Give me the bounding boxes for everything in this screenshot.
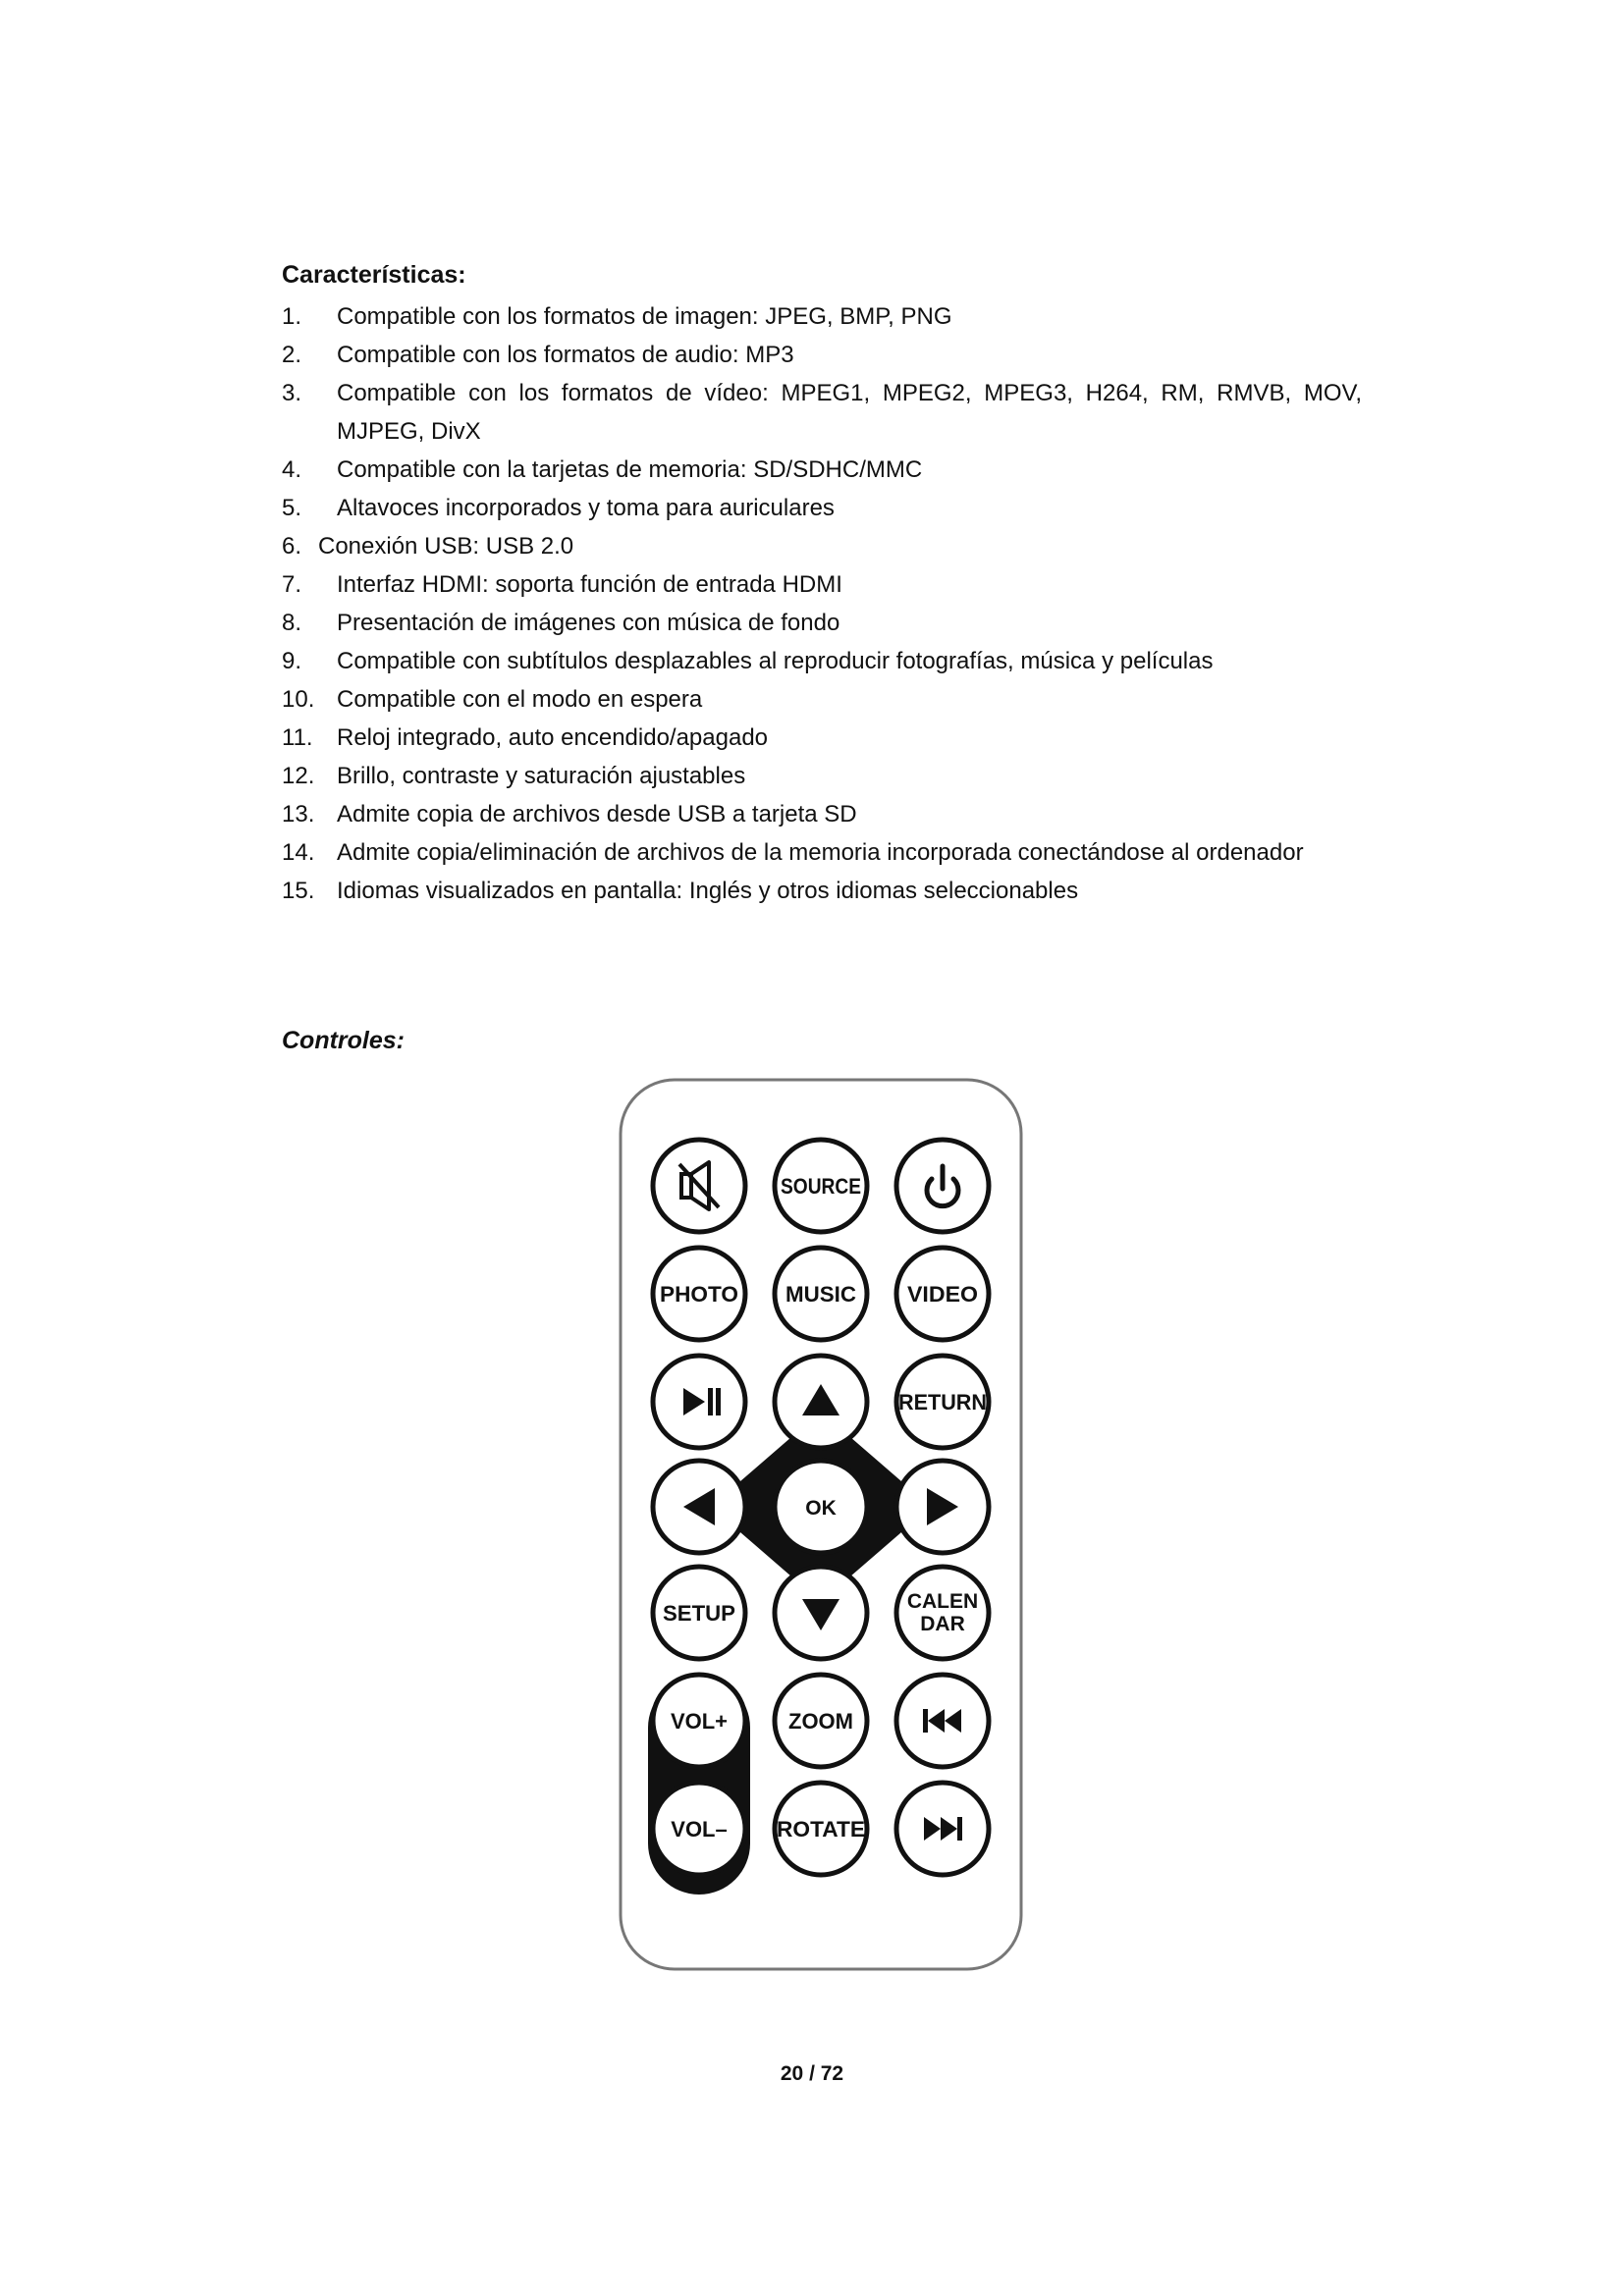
item-number: 5. xyxy=(282,495,302,521)
list-item xyxy=(282,489,1362,527)
item-number: 1. xyxy=(282,303,302,330)
vol-plus-label: VOL+ xyxy=(670,1709,729,1734)
ok-label: OK xyxy=(805,1497,837,1520)
calendar-label-line1: CALEN xyxy=(906,1590,979,1613)
list-item xyxy=(282,833,1362,872)
page-number: 20 / 72 xyxy=(780,2062,844,2085)
item-text: Compatible con el modo en espera xyxy=(337,686,703,713)
zoom-label: ZOOM xyxy=(788,1709,853,1734)
list-item xyxy=(282,527,1362,565)
music-button[interactable] xyxy=(775,1248,867,1340)
remote-control-svg xyxy=(619,1078,1023,1971)
vol-plus-button[interactable] xyxy=(653,1675,745,1767)
item-number: 4. xyxy=(282,456,302,483)
music-label: MUSIC xyxy=(785,1282,857,1307)
vol-minus-button[interactable] xyxy=(653,1783,745,1875)
list-item xyxy=(282,565,1362,604)
source-label: SOURCE xyxy=(781,1174,861,1199)
item-number: 2. xyxy=(282,342,302,368)
previous-button[interactable] xyxy=(896,1675,989,1767)
item-number: 12. xyxy=(282,763,315,789)
rotate-button[interactable] xyxy=(775,1783,867,1875)
item-number: 14. xyxy=(282,839,315,866)
video-button[interactable] xyxy=(896,1248,989,1340)
setup-label: SETUP xyxy=(663,1601,735,1626)
item-text: Compatible con los formatos de audio: MP3 xyxy=(337,342,794,368)
remote-control-figure xyxy=(619,1078,1023,1971)
item-text: Compatible con la tarjetas de memoria: SD/SDHC/MMC xyxy=(337,456,923,483)
calendar-button[interactable] xyxy=(896,1567,989,1659)
return-button[interactable] xyxy=(896,1356,989,1448)
list-item xyxy=(282,795,1362,833)
item-text: Idiomas visualizados en pantalla: Inglés y otros idiomas seleccionables xyxy=(337,878,1079,904)
down-button[interactable] xyxy=(775,1567,867,1659)
item-number: 7. xyxy=(282,571,302,598)
return-label: RETURN xyxy=(898,1390,987,1415)
video-label: VIDEO xyxy=(907,1282,978,1307)
list-item xyxy=(282,604,1362,642)
item-text: Compatible con los formatos de vídeo: MPEG1, MPEG2, MPEG3, H264, RM, RMVB, MOV, MJPEG, DivX xyxy=(337,380,1362,445)
next-button[interactable] xyxy=(896,1783,989,1875)
item-number: 15. xyxy=(282,878,315,904)
item-text: Conexión USB: USB 2.0 xyxy=(318,533,574,560)
setup-button[interactable] xyxy=(653,1567,745,1659)
item-text: Admite copia de archivos desde USB a tarjeta SD xyxy=(337,801,857,828)
calendar-label-line2: DAR xyxy=(920,1613,965,1635)
item-number: 11. xyxy=(282,724,313,751)
list-item xyxy=(282,297,1362,336)
ok-button[interactable] xyxy=(775,1461,867,1553)
left-button[interactable] xyxy=(653,1461,745,1553)
list-item xyxy=(282,374,1362,451)
item-number: 6. xyxy=(282,533,302,560)
list-item xyxy=(282,757,1362,795)
photo-label: PHOTO xyxy=(660,1282,738,1307)
features-heading: Características: xyxy=(282,261,466,289)
zoom-button[interactable] xyxy=(775,1675,867,1767)
item-number: 9. xyxy=(282,648,302,674)
item-number: 3. xyxy=(282,380,302,406)
item-text: Presentación de imágenes con música de fondo xyxy=(337,610,840,636)
mute-button[interactable] xyxy=(653,1140,745,1232)
list-item xyxy=(282,719,1362,757)
item-text: Compatible con los formatos de imagen: JPEG, BMP, PNG xyxy=(337,303,952,330)
list-item xyxy=(282,451,1362,489)
vol-minus-label: VOL– xyxy=(671,1817,728,1842)
item-text: Compatible con subtítulos desplazables al reproducir fotografías, música y películas xyxy=(337,648,1214,674)
item-text: Reloj integrado, auto encendido/apagado xyxy=(337,724,769,751)
item-number: 8. xyxy=(282,610,302,636)
list-item xyxy=(282,642,1362,680)
source-button[interactable] xyxy=(775,1140,867,1232)
up-button[interactable] xyxy=(775,1356,867,1448)
list-item xyxy=(282,336,1362,374)
right-button[interactable] xyxy=(896,1461,989,1553)
features-list xyxy=(282,297,1362,910)
photo-button[interactable] xyxy=(653,1248,745,1340)
item-text: Interfaz HDMI: soporta función de entrada HDMI xyxy=(337,571,842,598)
item-number: 13. xyxy=(282,801,315,828)
power-button[interactable] xyxy=(896,1140,989,1232)
item-text: Admite copia/eliminación de archivos de la memoria incorporada conectándose al ordenador xyxy=(337,839,1304,866)
rotate-label: ROTATE xyxy=(777,1817,865,1842)
list-item xyxy=(282,872,1362,910)
list-item xyxy=(282,680,1362,719)
controls-heading: Controles: xyxy=(282,1027,405,1054)
item-text: Altavoces incorporados y toma para auriculares xyxy=(337,495,835,521)
item-number: 10. xyxy=(282,686,315,713)
play-pause-button[interactable] xyxy=(653,1356,745,1448)
item-text: Brillo, contraste y saturación ajustables xyxy=(337,763,746,789)
